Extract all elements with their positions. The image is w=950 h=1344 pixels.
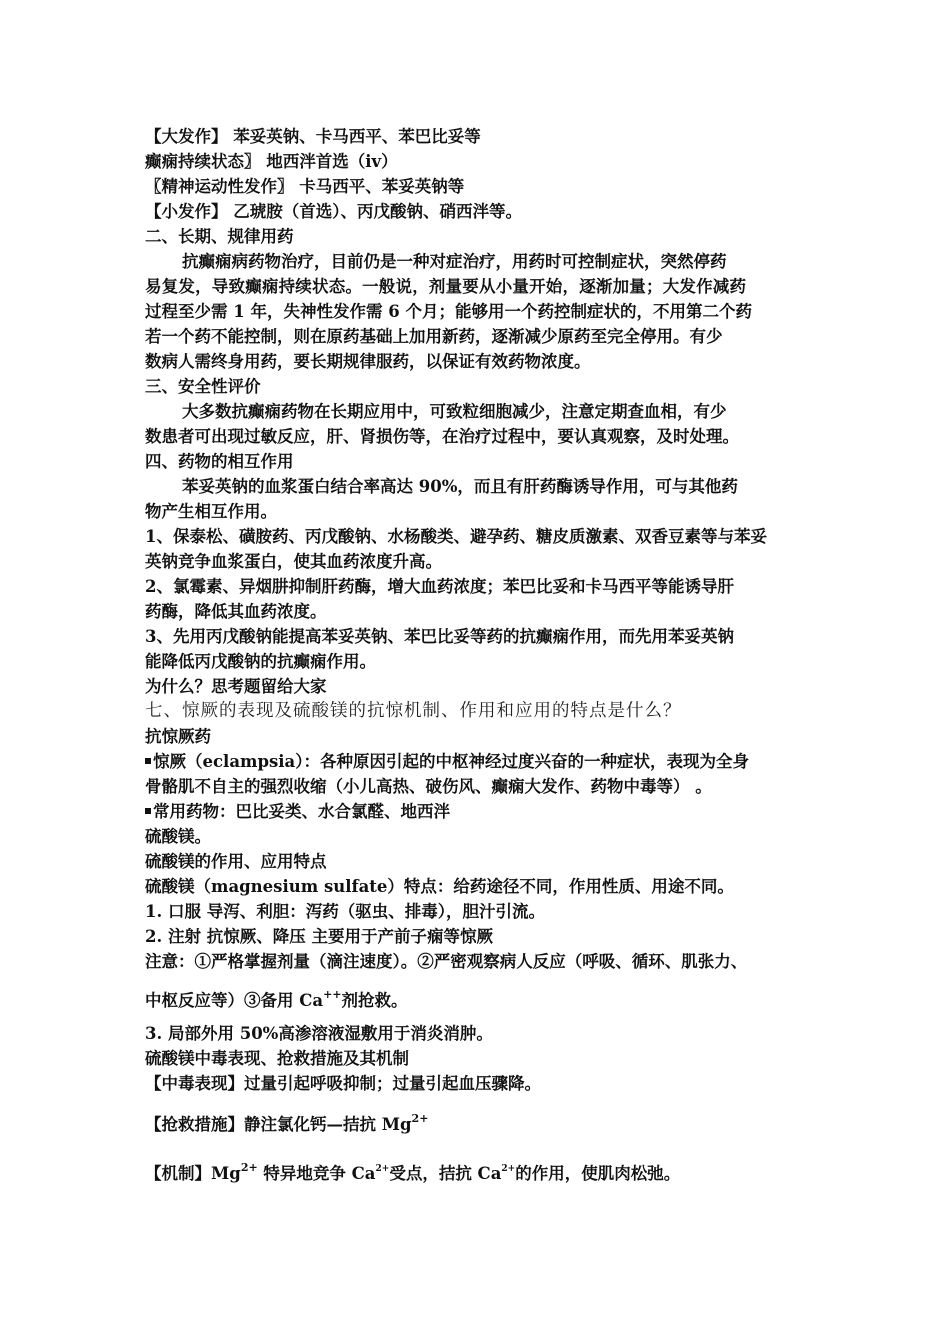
text-line: 苯妥英钠的血浆蛋白结合率高达 90%，而且有肝药酶诱导作用，可与其他药: [182, 477, 738, 496]
text-line: 1. 口服 导泻、利胆：泻药（驱虫、排毒），胆汁引流。: [145, 902, 545, 921]
text-line: 硫酸镁（magnesium sulfate）特点：给药途径不同，作用性质、用途不同。: [145, 877, 734, 896]
text-line: 大多数抗癫痫药物在长期应用中，可致粒细胞减少，注意定期查血相，有少: [182, 402, 727, 421]
question-heading: 七、惊厥的表现及硫酸镁的抗惊机制、作用和应用的特点是什么？: [145, 701, 682, 721]
text-line: 【机制】$Mg^{2+}$ 特异地竞争 $Ca^{2+}$受点，拮抗 $Ca^{2+}$的作用，使肌肉松弛。: [145, 1161, 681, 1183]
section-heading: 硫酸镁的作用、应用特点: [145, 852, 327, 871]
text-line: 〖精神运动性发作〗 卡马西平、苯妥英钠等: [145, 177, 465, 196]
text-line: 物产生相互作用。: [145, 502, 277, 521]
text-line: 易复发，导致癫痫持续状态。一般说，剂量要从小量开始，逐渐加量；大发作减药: [145, 277, 747, 296]
text-line: 常用药物：巴比妥类、水合氯醛、地西泮: [145, 799, 813, 824]
text-line: 中枢反应等）③备用 Ca++剂抢救。: [145, 988, 408, 1010]
text-line: 抗癫痫病药物治疗，目前仍是一种对症治疗，用药时可控制症状，突然停药: [182, 252, 727, 271]
bullet-icon: [145, 758, 151, 764]
text-line: 过程至少需 1 年，失神性发作需 6 个月；能够用一个药控制症状的，不用第二个药: [145, 302, 752, 321]
text-line: 若一个药不能控制，则在原药基础上加用新药，逐渐减少原药至完全停用。有少: [145, 327, 723, 346]
text-line: 【小发作】 乙琥胺（首选）、丙戊酸钠、硝西泮等。: [145, 202, 522, 221]
text-line: 数患者可出现过敏反应，肝、肾损伤等，在治疗过程中，要认真观察，及时处理。: [145, 427, 739, 446]
text-line: 骨骼肌不自主的强烈收缩（小儿高热、破伤风、癫痫大发作、药物中毒等） 。: [145, 777, 712, 796]
text-line: 惊厥（eclampsia）：各种原因引起的中枢神经过度兴奋的一种症状，表现为全身: [145, 749, 813, 774]
text-line: 注意：①严格掌握剂量（滴注速度）。②严密观察病人反应（呼吸、循环、肌张力、: [145, 952, 748, 971]
text-line: 为什么？思考题留给大家: [145, 677, 327, 696]
section-heading: 二、长期、规律用药: [145, 227, 294, 246]
text-line: 1、保泰松、磺胺药、丙戊酸钠、水杨酸类、避孕药、糖皮质激素、双香豆素等与苯妥: [145, 527, 767, 546]
text-line: 3. 局部外用 50%高渗溶液湿敷用于消炎消肿。: [145, 1024, 493, 1043]
text-line: 数病人需终身用药，要长期规律服药，以保证有效药物浓度。: [145, 352, 591, 371]
bullet-icon: [145, 808, 151, 814]
text-line: 2. 注射 抗惊厥、降压 主要用于产前子痫等惊厥: [145, 927, 493, 946]
text-line: 英钠竞争血浆蛋白，使其血药浓度升高。: [145, 552, 442, 571]
text-line: 药酶，降低其血药浓度。: [145, 602, 327, 621]
section-heading: 抗惊厥药: [145, 727, 211, 746]
section-heading: 四、药物的相互作用: [145, 452, 294, 471]
text-line: 【抢救措施】静注氯化钙—拮抗 $Mg^{2+}$: [145, 1112, 429, 1134]
text-line: 硫酸镁。: [145, 827, 211, 846]
section-heading: 三、安全性评价: [145, 377, 261, 396]
text-line: 【大发作】 苯妥英钠、卡马西平、苯巴比妥等: [145, 127, 481, 146]
text-line: 3、先用丙戊酸钠能提高苯妥英钠、苯巴比妥等药的抗癫痫作用，而先用苯妥英钠: [145, 627, 734, 646]
text-line: 【中毒表现】过量引起呼吸抑制；过量引起血压骤降。: [145, 1074, 541, 1093]
text-line: 能降低丙戊酸钠的抗癫痫作用。: [145, 652, 376, 671]
section-heading: 硫酸镁中毒表现、抢救措施及其机制: [145, 1049, 409, 1068]
text-line: 癫痫持续状态〗 地西泮首选（iv）: [145, 152, 398, 171]
text-line: 2、氯霉素、异烟肼抑制肝药酶，增大血药浓度；苯巴比妥和卡马西平等能诱导肝: [145, 577, 734, 596]
